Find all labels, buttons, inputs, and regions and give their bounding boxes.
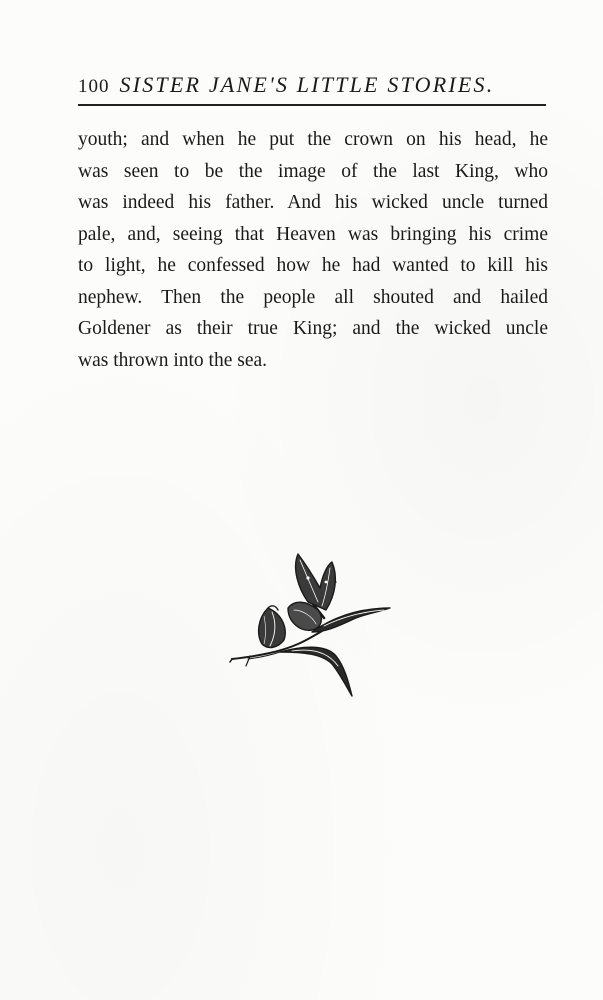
running-head	[78, 72, 546, 102]
text-line: was indeed his father. And his wicked uncle turned	[78, 192, 548, 213]
text-line: was thrown into the sea.	[78, 349, 268, 371]
text-line: to light, he confessed how he had wanted to kill his	[78, 255, 548, 276]
header-rule	[78, 104, 546, 106]
body-paragraph	[78, 124, 548, 376]
page-number: 100	[78, 76, 110, 97]
text-line: nephew. Then the people all shouted and hailed	[78, 286, 548, 308]
butterfly-on-flower-icon	[228, 548, 396, 704]
text-line: youth; and when he put the crown on his head, he	[78, 129, 548, 150]
text-line: was seen to be the image of the last King, who	[78, 160, 548, 182]
book-title: SISTER JANE'S LITTLE STORIES.	[119, 72, 495, 97]
text-line: pale, and, seeing that Heaven was bringing his crime	[78, 223, 548, 245]
text-line: Goldener as their true King; and the wicked uncle	[78, 318, 548, 339]
